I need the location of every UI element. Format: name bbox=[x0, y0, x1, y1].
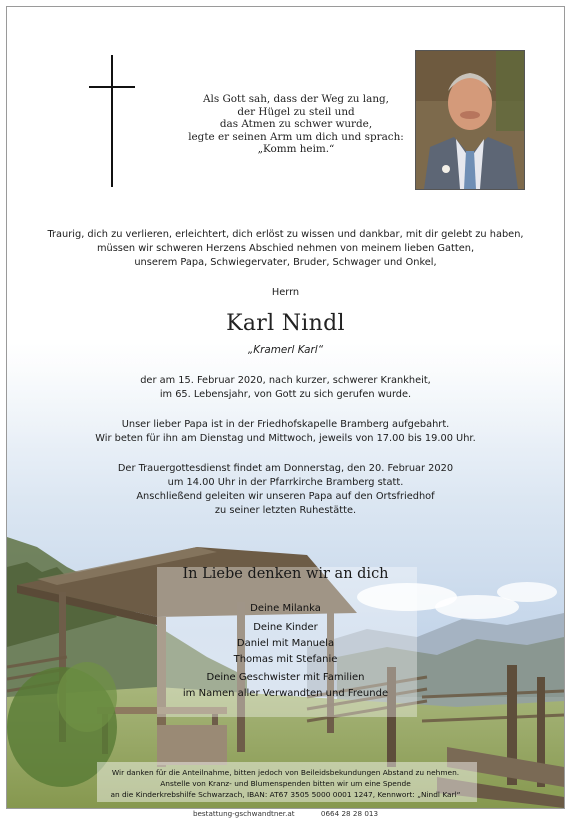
thanks-line: Wir danken für die Anteilnahme, bitten jedoch von Beileidsbekundungen Abstand zu nehmen. bbox=[111, 768, 460, 777]
verse-line: Als Gott sah, dass der Weg zu lang, bbox=[203, 93, 389, 105]
verse-poem bbox=[185, 93, 407, 156]
funeral-line: um 14.00 Uhr in der Pfarrkirche Bramberg statt. bbox=[167, 477, 404, 488]
cross-icon bbox=[89, 55, 135, 187]
parte-card bbox=[6, 6, 565, 809]
intro-line: Traurig, dich zu verlieren, erleichtert, dich erlöst zu wissen und dankbar, mit dir gelebt zu haben, bbox=[47, 229, 524, 240]
death-line: im 65. Lebensjahr, von Gott zu sich gerufen wurde. bbox=[159, 389, 412, 400]
family-siblings: Deine Geschwister mit Familien bbox=[206, 672, 365, 683]
footer bbox=[0, 809, 571, 818]
intro-line: müssen wir schweren Herzens Abschied nehmen von meinem lieben Gatten, bbox=[96, 243, 475, 254]
verse-line: legte er seinen Arm um dich und sprach: bbox=[188, 130, 404, 143]
viewing-line: Wir beten für ihn am Dienstag und Mittwoch, jeweils von 17.00 bis 19.00 Uhr. bbox=[95, 433, 476, 444]
viewing-line: Unser lieber Papa ist in der Friedhofskapelle Bramberg aufgebahrt. bbox=[121, 419, 450, 430]
family-child: Thomas mit Stefanie bbox=[233, 654, 338, 665]
thanks-line: an die Kinderkrebshilfe Schwarzach, IBAN: AT67 3505 5000 0001 1247, Kennwort: „Nindl Karl“ bbox=[110, 790, 461, 799]
deceased-name: Karl Nindl bbox=[226, 311, 345, 336]
footer-phone: 0664 28 28 013 bbox=[320, 809, 379, 818]
family-children-heading: Deine Kinder bbox=[253, 622, 318, 633]
intro-line: unserem Papa, Schwiegervater, Bruder, Schwager und Onkel, bbox=[134, 257, 437, 268]
funeral-line: Der Trauergottesdienst findet am Donnerstag, den 20. Februar 2020 bbox=[117, 463, 454, 474]
verse-line: „Komm heim.“ bbox=[257, 143, 335, 156]
verse-line: das Atmen zu schwer wurde, bbox=[219, 118, 373, 131]
death-line: der am 15. Februar 2020, nach kurzer, schwerer Krankheit, bbox=[140, 375, 431, 386]
thanks-line: Anstelle von Kranz- und Blumenspenden bitten wir um eine Spende bbox=[160, 779, 411, 788]
verse-line: der Hügel zu steil und bbox=[237, 105, 355, 118]
closing-phrase: In Liebe denken wir an dich bbox=[182, 566, 389, 582]
footer-website: bestattung-gschwandtner.at bbox=[192, 809, 295, 818]
deceased-portrait-photo bbox=[415, 50, 525, 190]
deceased-nickname: „Kramerl Karl“ bbox=[247, 344, 324, 356]
family-relatives: im Namen aller Verwandten und Freunde bbox=[182, 688, 389, 699]
funeral-line: zu seiner letzten Ruhestätte. bbox=[214, 505, 357, 516]
salutation: Herrn bbox=[271, 287, 300, 298]
family-wife: Deine Milanka bbox=[250, 603, 321, 614]
funeral-line: Anschließend geleiten wir unseren Papa auf den Ortsfriedhof bbox=[136, 491, 435, 502]
family-child: Daniel mit Manuela bbox=[236, 638, 335, 649]
